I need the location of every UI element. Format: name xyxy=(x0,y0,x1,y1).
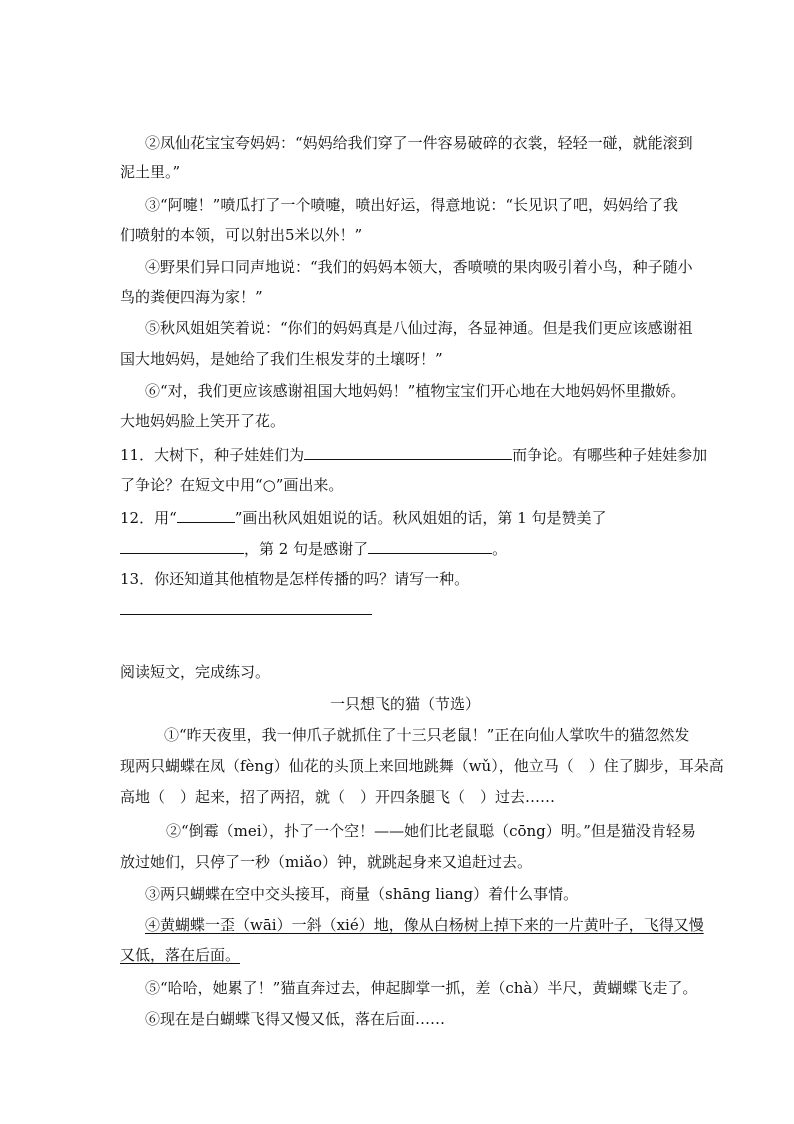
q12-text-d: 。 xyxy=(492,540,508,558)
q12-text-a: 12．用“ xyxy=(120,509,177,527)
question-12-line1 xyxy=(120,507,607,528)
q11-text-b: 而争论。有哪些种子娃娃参加 xyxy=(512,446,708,464)
q12-text-c: ，第 2 句是感谢了 xyxy=(244,540,369,558)
p4-line2: 鸟的粪便四海为家！” xyxy=(120,288,263,306)
q12-text-b: ”画出秋风姐姐说的话。秋风姐姐的话，第 1 句是赞美了 xyxy=(234,509,607,527)
p2-line1: ②凤仙花宝宝夸妈妈：“妈妈给我们穿了一件容易破碎的衣裳，轻轻一碰，就能滚到 xyxy=(145,134,693,152)
p3-line2: 们喷射的本领，可以射出5米以外！” xyxy=(120,226,363,244)
q12-answer-blank-2[interactable] xyxy=(368,538,492,554)
q12-underline-sample xyxy=(177,507,235,523)
q11-text-a: 11．大树下，种子娃娃们为 xyxy=(120,446,305,464)
q13-answer-line[interactable] xyxy=(120,614,372,615)
p2-line2: 泥土里。” xyxy=(120,163,181,181)
p3-line1: ③“阿嚏！”喷瓜打了一个喷嚏，喷出好运，得意地说：“长见识了吧，妈妈给了我 xyxy=(145,196,679,214)
p6-line2: 大地妈妈脸上笑开了花。 xyxy=(120,412,286,430)
reading-instruction: 阅读短文，完成练习。 xyxy=(120,663,271,681)
passage-title-text: 一只想飞的猫（节选） xyxy=(329,695,480,713)
passage-p1-line2: 现两只蝴蝶在凤（fèng）仙花的头顶上来回地跳舞（wǔ），他立马（ ）住了脚步，耳朵高 xyxy=(120,757,724,775)
passage-p6: ⑥现在是白蝴蝶飞得又慢又低，落在后面…… xyxy=(145,1010,446,1028)
question-13: 13．你还知道其他植物是怎样传播的吗？请写一种。 xyxy=(120,570,470,588)
passage-p4-line2: 又低，落在后面。 xyxy=(120,946,241,964)
question-11-line1 xyxy=(120,444,707,465)
q12-answer-blank-1[interactable] xyxy=(120,538,244,554)
question-11-line2: 了争论？在短文中用“○”画出来。 xyxy=(120,476,344,494)
passage-p2-line1: ②“倒霉（mei），扑了一个空！——她们比老鼠聪（cōng）明。”但是猫没肯轻易 xyxy=(166,822,696,840)
passage-p1-line3: 高地（ ）起来，招了两招，就（ ）开四条腿飞（ ）过去…… xyxy=(120,788,556,806)
passage-p4-line1: ④黄蝴蝶一歪（wāi）一斜（xié）地，像从白杨树上掉下来的一片黄叶子，飞得又慢 xyxy=(145,916,704,934)
passage-p5: ⑤“哈哈，她累了！”猫直奔过去，伸起脚掌一抓，差（chà）半尺，黄蝴蝶飞走了。 xyxy=(145,979,698,997)
question-12-line2 xyxy=(120,538,507,559)
passage-p2-line2: 放过她们，只停了一秒（miǎo）钟，就跳起身来又追赶过去。 xyxy=(120,853,532,871)
p4-line1: ④野果们异口同声地说：“我们的妈妈本领大，香喷喷的果肉吸引着小鸟，种子随小 xyxy=(145,258,693,276)
passage-title xyxy=(0,694,794,714)
passage-p1-line1: ①“昨天夜里，我一伸爪子就抓住了十三只老鼠！”正在向仙人掌吹牛的猫忽然发 xyxy=(164,726,690,744)
q11-answer-blank[interactable] xyxy=(304,444,512,460)
p5-line2: 国大地妈妈，是她给了我们生根发芽的土壤呀！” xyxy=(120,350,443,368)
p5-line1: ⑤秋风姐姐笑着说：“你们的妈妈真是八仙过海，各显神通。但是我们更应该感谢祖 xyxy=(145,319,693,337)
passage-p3: ③两只蝴蝶在空中交头接耳，商量（shāng liang）着什么事情。 xyxy=(145,885,579,903)
p6-line1: ⑥“对，我们更应该感谢祖国大地妈妈！”植物宝宝们开心地在大地妈妈怀里撒娇。 xyxy=(145,382,686,400)
